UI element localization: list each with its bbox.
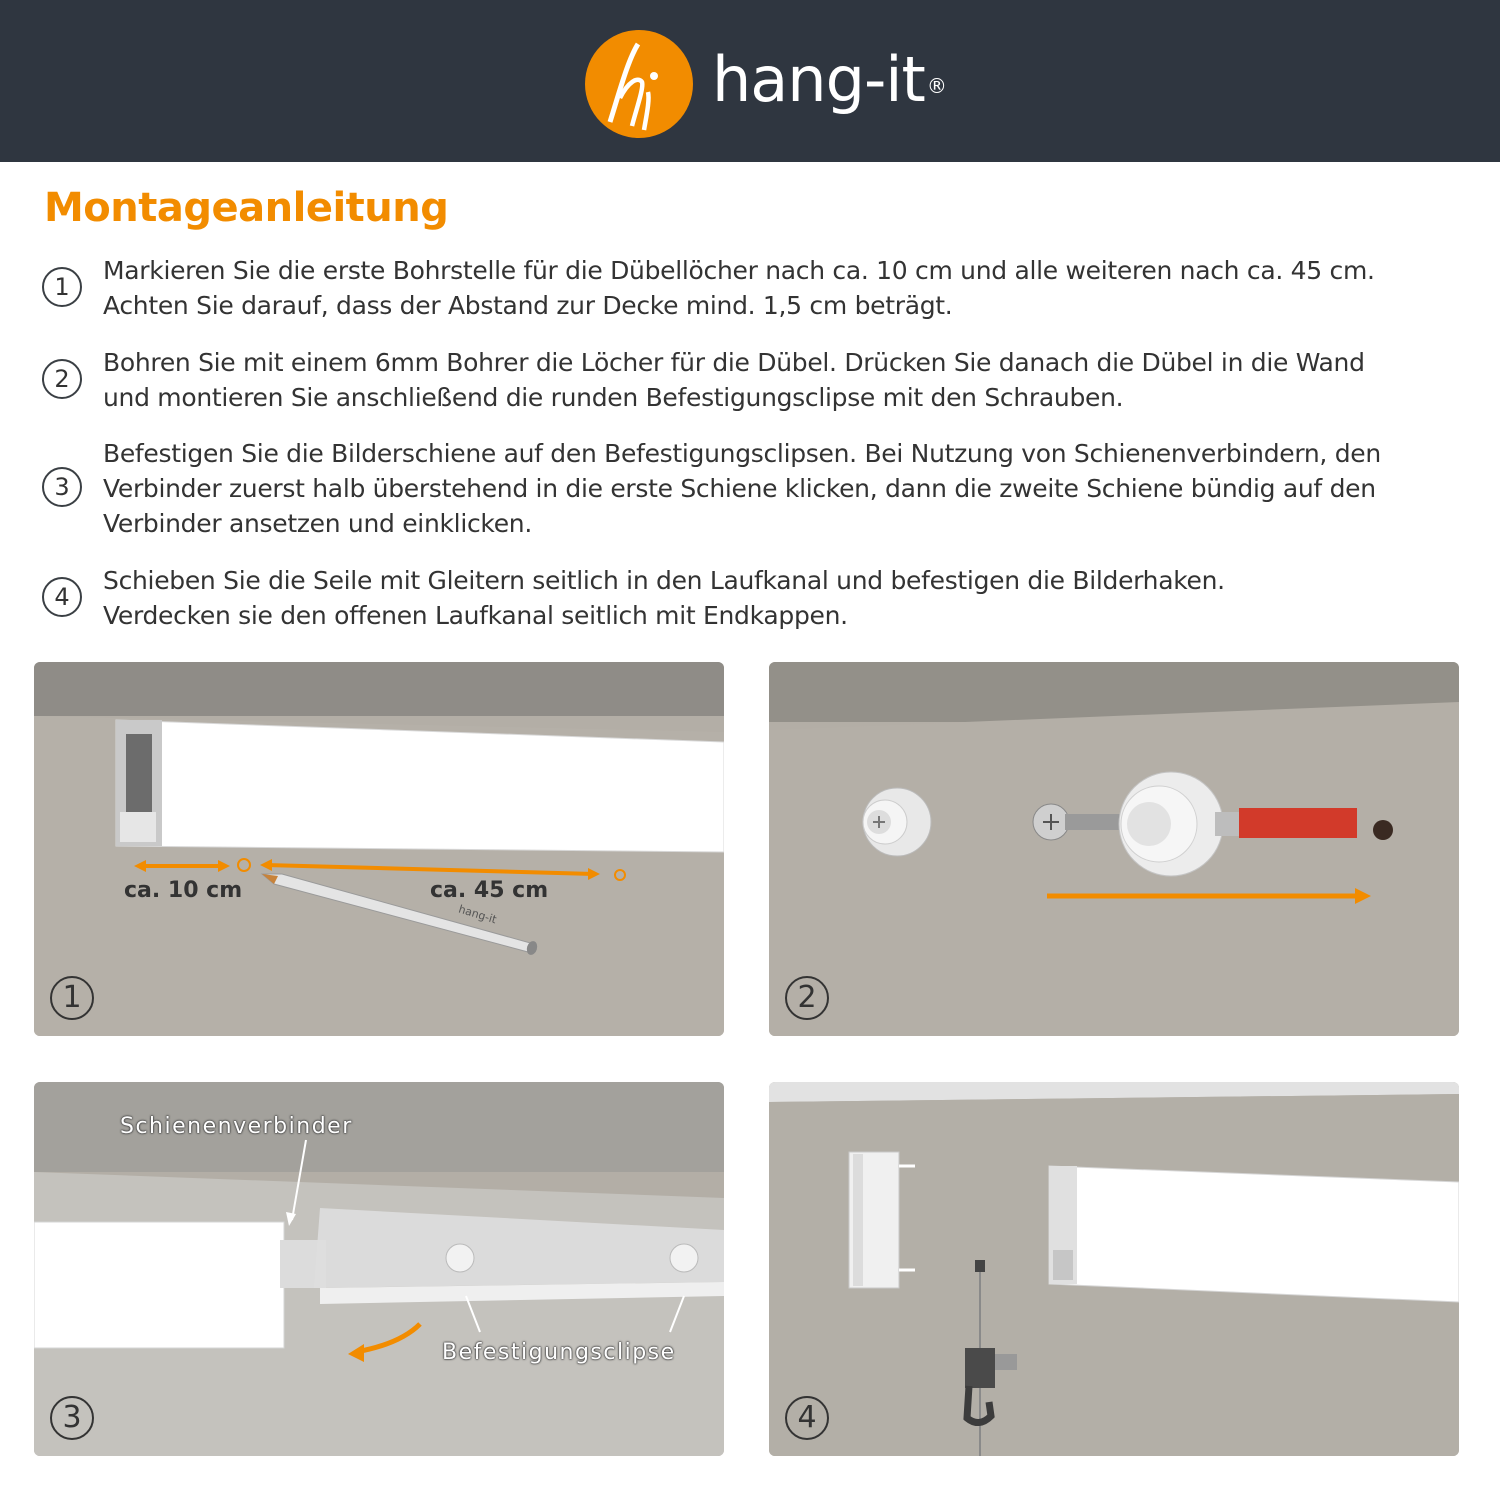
step-text: Bohren Sie mit einem 6mm Bohrer die Löcher für die Dübel. Drücken Sie danach die Dübel in die Wand und montieren Sie anschließend die runden Befestigungsclipse mit den Schrauben. [103,348,1365,412]
endcap-hook-illustration [769,1082,1459,1456]
measure-label-45cm: ca. 45 cm [430,878,549,903]
illustration-panel-3 [34,1082,724,1456]
panel-number: 3 [50,1396,94,1440]
clips-callout-label: Befestigungsclipse [442,1340,676,1365]
measure-label-10cm: ca. 10 cm [124,878,243,903]
hang-it-logo-icon [580,30,698,138]
panel-number: 1 [50,976,94,1020]
step-number: 4 [42,577,82,617]
panel-number: 4 [785,1396,829,1440]
page-title: Montageanleitung [44,185,449,231]
step-number: 1 [42,267,82,307]
brand-name: hang-it ® [712,43,946,116]
illustration-panel-2 [769,662,1459,1036]
panel-number: 2 [785,976,829,1020]
illustration-panel-4 [769,1082,1459,1456]
step-text: Schieben Sie die Seile mit Gleitern seitlich in den Laufkanal und befestigen die Bilderhaken. Verdecken sie den offenen Laufkanal seitlich mit Endkappen. [103,566,1225,630]
step-text: Markieren Sie die erste Bohrstelle für die Dübellöcher nach ca. 10 cm und alle weiteren nach ca. 45 cm. Achten Sie darauf, dass der Abstand zur Decke mind. 1,5 cm beträgt. [103,256,1375,320]
illustration-panel-1 [34,662,724,1036]
header-bar [0,0,1500,162]
pencil-brand-label: hang-it [456,902,499,927]
step-number: 3 [42,467,82,507]
rail-marking-illustration [34,662,724,1036]
clip-screw-dowel-illustration [769,662,1459,1036]
step-number: 2 [42,359,82,399]
step-text: Befestigen Sie die Bilderschiene auf den Befestigungsclipsen. Bei Nutzung von Schienenverbindern, den Verbinder zuerst halb überstehend in die erste Schiene klicken, dann die zweite Schiene bündig auf den Verbinder ansetzen und einklicken. [103,439,1381,538]
connector-callout-label: Schienenverbinder [120,1114,353,1139]
